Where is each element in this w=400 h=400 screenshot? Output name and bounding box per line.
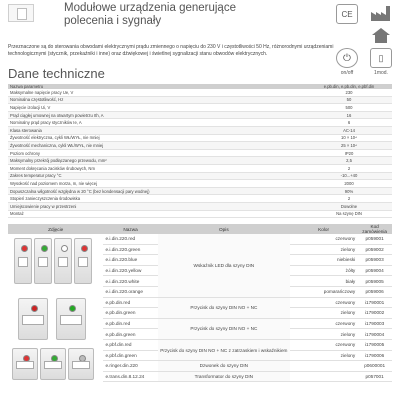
product-color: zielony [290, 244, 357, 255]
spec-row [8, 104, 392, 112]
spec-value: 2,5 [306, 157, 392, 165]
product-color: czerwony [290, 339, 357, 350]
spec-param: Maksymalny przekrój podłączanego przewodu, mm² [8, 157, 306, 165]
module-width-icon: ▯ 1mod. [370, 48, 392, 68]
product-header-row [8, 224, 392, 234]
ce-mark-icon [336, 4, 358, 24]
spec-value: 6 [306, 119, 392, 127]
spec-row [8, 142, 392, 150]
spec-table [8, 84, 392, 218]
product-code: p059001 [357, 234, 392, 244]
product-color: zielony [290, 350, 357, 361]
spec-value: 2000 [306, 180, 392, 188]
spec-param: Żywotność mechaniczna, cykli WŁ/WYŁ, nie mniej [8, 142, 306, 150]
spec-row [8, 157, 392, 165]
spec-value: 50 [306, 96, 392, 104]
factory-icon [370, 4, 392, 24]
product-row [8, 234, 392, 244]
device-image [74, 238, 92, 284]
spec-row [8, 187, 392, 195]
product-name: e.pbf.din.green [103, 350, 157, 361]
product-code: i1790002 [357, 308, 392, 319]
page-thumbnail-icon [8, 4, 34, 22]
product-name: e.i.din.220.white [103, 276, 157, 287]
product-name: e.ringer.din.220 [103, 361, 157, 372]
product-name: e.i.din.220.green [103, 244, 157, 255]
product-color: czerwony [290, 318, 357, 329]
product-code: i1790003 [357, 318, 392, 329]
device-window [16, 361, 34, 369]
spec-param: Nominalny prąd pracy styczników Ie, A [8, 119, 306, 127]
device-window [18, 257, 28, 268]
product-table [8, 224, 392, 382]
device-image [54, 238, 72, 284]
spec-param: Nominalna częstotliwość, Hz [8, 96, 306, 104]
product-name: e.pb.din.green [103, 308, 157, 319]
product-description: Transformator do szyny DIN [158, 371, 290, 382]
product-description: Wskaźnik LED dla szyny DIN [158, 234, 290, 297]
product-color: pomarańczowy [290, 286, 357, 297]
product-code: i1790005 [357, 339, 392, 350]
spec-row [8, 149, 392, 157]
product-color: zielony [290, 308, 357, 319]
spec-row [8, 210, 392, 218]
spec-param: Napięcie izolacji Ui, V [8, 104, 306, 112]
spec-value: 25 × 10⁴ [306, 142, 392, 150]
product-description: Przycisk do szyny DIN NO + NC [158, 297, 290, 318]
specs-heading: Dane techniczne [8, 66, 105, 81]
device-indicator [21, 245, 28, 252]
spec-value: AC-14 [306, 126, 392, 134]
product-code: p059005 [357, 276, 392, 287]
spec-value: 2 [306, 195, 392, 203]
spec-row [8, 96, 392, 104]
product-code: i1790001 [357, 297, 392, 308]
product-color: czerwony [290, 297, 357, 308]
device-window [22, 315, 44, 325]
product-photos [8, 234, 103, 382]
device-window [38, 257, 48, 268]
device-indicator [61, 245, 68, 252]
device-indicator [69, 305, 76, 312]
product-code: p057001 [357, 371, 392, 382]
spec-param: Zakres temperatur pracy °C [8, 172, 306, 180]
spec-value: Dowolne [306, 202, 392, 210]
device-image [14, 238, 32, 284]
product-color: żółty [290, 265, 357, 276]
product-code: p059003 [357, 255, 392, 266]
product-name: e.pb.din.green [103, 329, 157, 340]
device-window [44, 361, 62, 369]
ce-mark-label: CE [341, 10, 353, 19]
spec-row [8, 119, 392, 127]
spec-row [8, 89, 392, 96]
product-description: Przycisk do szyny DIN NO + NC z zatrzaskiem i wskaźnikiem [158, 339, 290, 360]
product-code: i1790004 [357, 329, 392, 340]
device-window [58, 257, 68, 268]
spec-value: 10 × 10⁴ [306, 134, 392, 142]
spec-value: 2 [306, 164, 392, 172]
product-name: e.trans.din.8.12.24 [103, 371, 157, 382]
on-off-label: on/off [340, 70, 354, 76]
spec-param: Moment dokręcania zacisków śrubowych, Nm [8, 164, 306, 172]
spec-param: Prąd ciągłej umownej na otwartym powietrzu Ith, A [8, 111, 306, 119]
device-image [68, 348, 94, 380]
spec-row [8, 180, 392, 188]
spec-value: IP20 [306, 149, 392, 157]
on-off-icon: ⏻ on/off [336, 48, 358, 68]
product-color: niebieski [290, 255, 357, 266]
module-width-label: 1mod. [374, 70, 388, 76]
col-desc: Opis [158, 224, 290, 234]
product-description: Dzwonek do szyny DIN [158, 361, 290, 372]
product-code: i1790006 [357, 350, 392, 361]
col-color: Kolor [290, 224, 357, 234]
product-name: e.i.din.220.blue [103, 255, 157, 266]
spec-row [8, 126, 392, 134]
spec-param: Umiejscowienie pracy w przestrzeni [8, 202, 306, 210]
spec-param: Montaż [8, 210, 306, 218]
product-description: Przycisk do szyny DIN NO + NC [158, 318, 290, 339]
spec-row [8, 111, 392, 119]
spec-value: 16 [306, 111, 392, 119]
device-indicator [31, 305, 38, 312]
spec-param: Dopuszczalna wilgotność względna w 20 °C (bez kondensacji pary wodnej) [8, 187, 306, 195]
spec-param: Klasa sterowania [8, 126, 306, 134]
title-line-2: polecenia i sygnały [64, 14, 162, 27]
spec-param: Wysokość nad poziomem morza, m, nie więcej [8, 180, 306, 188]
spec-value: -10...+40 [306, 172, 392, 180]
spec-param: Żywotność elektryczna, cykli WŁ/WYŁ, nie mniej [8, 134, 306, 142]
product-name: e.i.din.220.orange [103, 286, 157, 297]
device-indicator [41, 245, 48, 252]
product-name: e.i.din.220.red [103, 234, 157, 244]
spec-row [8, 172, 392, 180]
spec-row [8, 134, 392, 142]
home-icon [370, 26, 392, 46]
col-name: Nazwa [103, 224, 157, 234]
product-color: czerwony [290, 234, 357, 244]
spec-param: Stopień zanieczyszczenia środowiska [8, 195, 306, 203]
spec-param: Maksymalne napięcie pracy Ue, V [8, 89, 306, 96]
spec-value: 90% [306, 187, 392, 195]
product-color [290, 361, 357, 372]
device-window [72, 361, 90, 369]
product-name: e.pbf.din.red [103, 339, 157, 350]
device-image [56, 298, 86, 340]
col-photo: Zdjęcie [8, 224, 103, 234]
spec-row [8, 164, 392, 172]
device-image [40, 348, 66, 380]
product-code: p0600001 [357, 361, 392, 372]
device-image [34, 238, 52, 284]
device-window [78, 257, 88, 268]
product-code: p059006 [357, 286, 392, 297]
spec-param: Poziom ochrony [8, 149, 306, 157]
product-color: biały [290, 276, 357, 287]
spec-value: Na szynę DIN [306, 210, 392, 218]
device-indicator [81, 245, 88, 252]
page-title [64, 2, 294, 27]
spec-header-param: Nazwa parametru [8, 84, 306, 89]
spec-row [8, 195, 392, 203]
spec-row [8, 202, 392, 210]
product-color: zielony [290, 329, 357, 340]
device-image [12, 348, 38, 380]
device-image [18, 298, 48, 340]
product-name: e.pb.din.red [103, 318, 157, 329]
spec-value: 230 [306, 89, 392, 96]
product-name: e.pb.din.red [103, 297, 157, 308]
spec-header-value: e.pb.din, e.pb.din, e.pbf.din [306, 84, 392, 89]
col-code: Kod zamówienia [357, 224, 392, 234]
title-line-1: Modułowe urządzenia generujące [64, 2, 236, 14]
intro-text: Przeznaczone są do sterowania obwodami elektrycznymi prądu zmiennego o napięciu do 230 V i częstotliwości 50 Hz, różnorodnymi urządzeniami technologicznymi (stycznik, przekaźniki i inne) oraz dźwiękowej i świetlnej sygnalizacji stanu obwodów elektrycznych. [8, 44, 334, 57]
spec-value: 500 [306, 104, 392, 112]
product-code: p059004 [357, 265, 392, 276]
product-code: p059002 [357, 244, 392, 255]
product-color [290, 371, 357, 382]
product-name: e.i.din.220.yellow [103, 265, 157, 276]
device-window [60, 315, 82, 325]
